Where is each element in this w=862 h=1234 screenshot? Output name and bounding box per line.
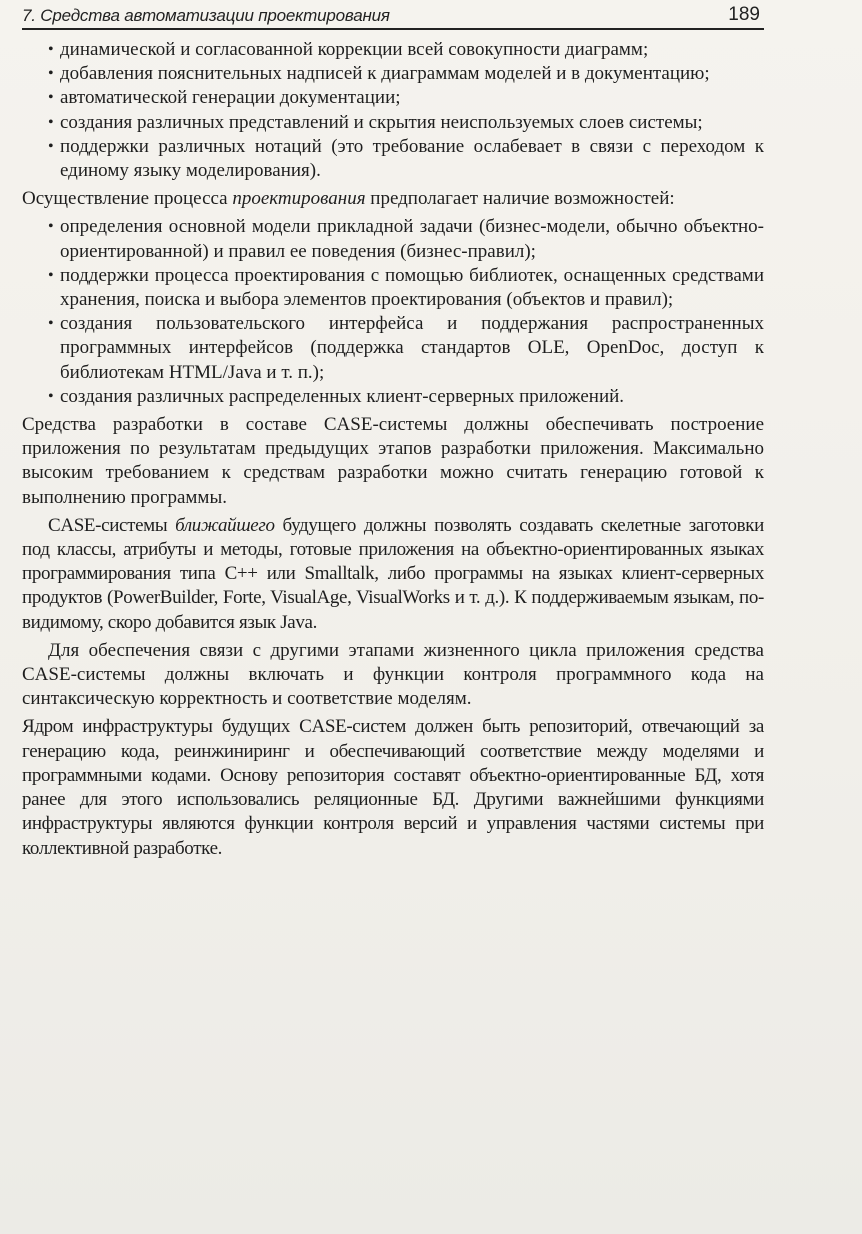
list-item: • поддержки различных нотаций (это требование ослабевает в связи с переходом к единому языку моделирования).	[48, 135, 764, 182]
emphasis-text: проектирования	[232, 188, 366, 210]
bullet-icon: •	[48, 387, 54, 405]
paragraph-dev-tools: Средства разработки в составе CASE-системы должны обеспечивать построение приложения по результатам предыдущих этапов разработки приложения. Максимально высоким требованием к средствам разработки можно считать генерацию готовой к выполнению программы.	[22, 414, 764, 508]
list-item: • создания пользовательского интерфейса и поддержания распространенных программных интерфейсов (поддержка стандартов OLE, OpenDoc, доступ к библиотекам HTML/Java и т. п.);	[48, 313, 764, 383]
chapter-title: 7. Средства автоматизации проектирования	[22, 6, 390, 25]
running-header	[22, 4, 764, 30]
bullet-icon: •	[48, 137, 54, 155]
bullet-icon: •	[48, 89, 54, 107]
bullet-list-2	[22, 215, 764, 409]
bullet-list-1	[22, 38, 764, 183]
list-item: • создания различных представлений и скрытия неиспользуемых слоев системы;	[22, 111, 764, 135]
bullet-icon: •	[48, 218, 54, 236]
paragraph-repository: Ядром инфраструктуры будущих CASE-систем должен быть репозиторий, отвечающий за генерацию кода, реинжиниринг и обеспечивающий соответствие между моделями и программными кодами. Основу репозитория составят объектно-ориентированные БД, хотя ранее для этого использовались реляционные БД. Другими важнейшими функциями инфраструктуры являются функции контроля версий и управления частями системы при коллективной разработке.	[22, 716, 764, 859]
paragraph-design-process: Осуществление процесса проектирования предполагает наличие возможностей:	[22, 188, 675, 210]
body-text	[22, 38, 764, 865]
list-item: • создания различных распределенных клиент-серверных приложений.	[22, 385, 764, 409]
emphasis-text: ближайшего	[175, 514, 275, 536]
list-item: • поддержки процесса проектирования с помощью библиотек, оснащенных средствами хранения, поиска и выбора элементов проектирования (объектов и правил);	[48, 264, 764, 311]
bullet-icon: •	[48, 315, 54, 333]
page-number: 189	[728, 4, 760, 25]
list-item: • автоматической генерации документации;	[22, 86, 764, 110]
bullet-icon: •	[48, 266, 54, 284]
bullet-icon: •	[48, 65, 54, 83]
list-item: • добавления пояснительных надписей к диаграммам моделей и в документацию;	[22, 62, 764, 86]
bullet-icon: •	[48, 41, 54, 58]
bullet-icon: •	[48, 113, 54, 131]
list-item: • определения основной модели прикладной задачи (бизнес-модели, обычно объектно-ориентированной) и правил ее поведения (бизнес-правил);	[48, 216, 764, 262]
list-item: • динамической и согласованной коррекции всей совокупности диаграмм;	[22, 38, 764, 62]
paragraph-lifecycle: Для обеспечения связи с другими этапами жизненного цикла приложения средства CASE-системы должны включать и функции контроля программного кода на синтаксическую корректность и соответствие моделям.	[22, 639, 764, 710]
paragraph-future-case: CASE-системы ближайшего будущего должны позволять создавать скелетные заготовки под классы, атрибуты и методы, готовые приложения на объектно-ориентированных языках программирования типа C++ или Smalltalk, либо программы на языках клиент-серверных продуктов (PowerBuilder, Forte, VisualAge, VisualWorks и т. д.). К поддерживаемым языкам, по-видимому, скоро добавится язык Java.	[22, 514, 764, 633]
